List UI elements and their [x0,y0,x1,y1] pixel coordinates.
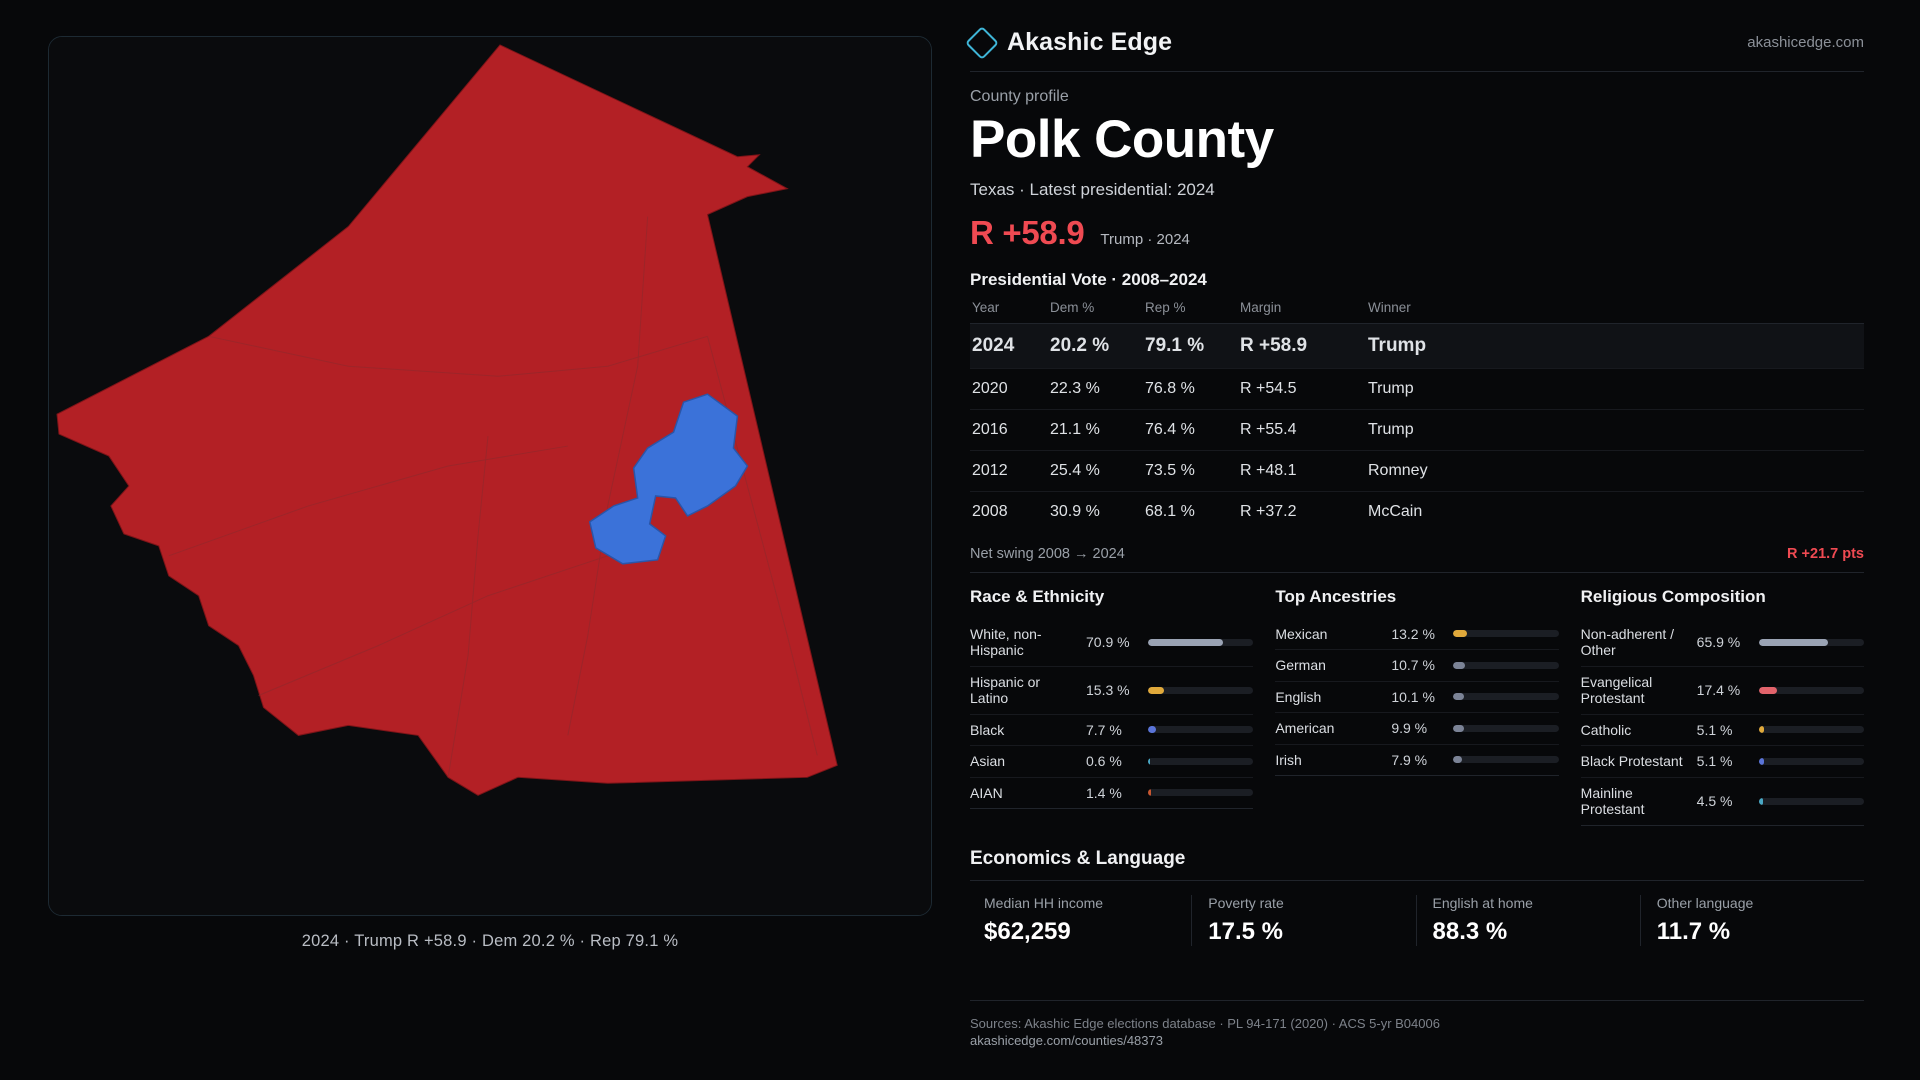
economics-cell [1192,895,1416,946]
race-label: Black [970,721,1005,738]
ancestry-value: 9.9 % [1391,720,1428,737]
col-rep: Rep % [1145,300,1240,324]
table-row [970,368,1864,409]
economics-value: 11.7 % [1656,917,1731,945]
cell-dem: 21.1 % [1050,409,1145,450]
demographics-columns [970,587,1864,826]
race-title: Race & Ethnicity [970,586,1105,606]
sources-text: Sources: Akashic Edge elections database · PL 94-171 (2020) · ACS 5-yr B04006 [970,1015,1440,1031]
economics-value: 17.5 % [1208,917,1283,945]
religion-value: 65.9 % [1696,634,1741,651]
ancestry-bar [1453,662,1558,669]
cell-year: 2016 [970,409,1050,450]
religion-value: 5.1 % [1696,721,1733,738]
col-dem: Dem % [1050,300,1145,324]
race-value: 70.9 % [1086,634,1130,651]
cell-year: 2012 [970,450,1050,491]
religion-label: Mainline Protestant [1580,784,1645,818]
ancestry-value: 13.2 % [1391,625,1435,642]
religion-bar [1759,758,1864,765]
religion-title: Religious Composition [1580,586,1766,606]
race-value: 15.3 % [1086,682,1130,699]
ancestry-label: American [1275,720,1335,737]
economics-grid [970,895,1864,946]
page-subtitle: Texas · Latest presidential: 2024 [970,179,1215,199]
cell-year: 2020 [970,368,1050,409]
economics-label: Other language [1656,894,1754,911]
ancestry-row [1275,682,1558,714]
economics-title: Economics & Language [970,848,1864,881]
race-label: Asian [970,753,1006,770]
table-row [970,491,1864,532]
religion-row [1581,715,1864,747]
ancestry-row [1275,745,1558,777]
religion-row [1581,746,1864,778]
brand-name: Akashic Edge [1007,28,1173,56]
cell-margin: R +58.9 [1240,323,1368,368]
cell-winner: McCain [1368,502,1423,520]
cell-winner: Trump [1368,368,1864,409]
religion-row [1581,667,1864,715]
economics-label: English at home [1432,894,1533,911]
county-map[interactable] [48,36,932,916]
cell-dem: 20.2 % [1050,323,1145,368]
race-row [970,667,1253,715]
table-row [970,450,1864,491]
economics-value: 88.3 % [1432,917,1508,945]
ancestry-row [1275,650,1558,682]
cell-winner: Romney [1368,450,1864,491]
page-title: Polk County [970,110,1274,169]
ancestry-bar [1453,725,1558,732]
economics-cell [970,895,1192,946]
cell-dem: 25.4 % [1050,450,1145,491]
table-header-row [970,300,1864,324]
table-row [970,323,1864,368]
race-row [970,715,1253,747]
race-ethnicity-column [970,587,1253,826]
economics-label: Poverty rate [1208,894,1284,911]
ancestry-bar [1453,693,1558,700]
col-margin: Margin [1240,300,1368,324]
race-label: Hispanic or Latino [970,673,1041,707]
ancestry-row [1275,713,1558,745]
cell-dem: 22.3 % [1050,368,1145,409]
cell-year: 2008 [972,502,1008,520]
diamond-icon [965,26,999,60]
cell-rep: 73.5 % [1145,450,1240,491]
cell-rep: 76.4 % [1145,409,1240,450]
race-bar [1148,687,1253,694]
table-row [970,409,1864,450]
race-value: 1.4 % [1086,784,1122,801]
net-swing-value: R +21.7 pts [1787,545,1864,562]
net-swing [970,546,1864,573]
headline-margin [970,214,1864,252]
page-kicker: County profile [970,88,1069,105]
race-bar [1148,758,1253,765]
cell-margin: R +48.1 [1240,450,1368,491]
cell-margin: R +54.5 [1240,368,1368,409]
cell-rep: 68.1 % [1145,502,1195,520]
ancestry-label: Mexican [1275,625,1328,642]
cell-dem: 30.9 % [1050,502,1100,520]
cell-winner: Trump [1368,409,1864,450]
race-bar [1148,639,1253,646]
brand-site: akashicedge.com [1747,34,1864,51]
ancestry-value: 7.9 % [1391,751,1428,768]
cell-year: 2024 [970,323,1050,368]
race-row [970,746,1253,778]
cell-rep: 79.1 % [1145,323,1240,368]
headline-margin-note: Trump · 2024 [1100,230,1190,248]
ancestries-title: Top Ancestries [1275,586,1397,606]
cell-margin: R +55.4 [1240,409,1368,450]
col-winner: Winner [1368,300,1864,324]
religion-value: 4.5 % [1696,793,1733,810]
race-row [970,619,1253,667]
ancestry-label: German [1275,657,1326,674]
race-row [970,778,1253,810]
race-bar [1148,789,1253,796]
profile-pane [960,0,1920,1080]
county-map-svg [49,37,931,915]
religion-bar [1759,639,1864,646]
headline-margin-value: R +58.9 [970,213,1085,251]
economics-value: $62,259 [984,917,1071,945]
ancestry-value: 10.1 % [1391,688,1435,705]
race-bar [1148,726,1253,733]
economics-label: Median HH income [984,894,1104,911]
religion-value: 17.4 % [1696,682,1741,699]
net-swing-label: Net swing 2008 → 2024 [970,545,1125,562]
religion-label: Evangelical Protestant [1580,673,1653,707]
ancestry-bar [1453,630,1558,637]
presidential-vote-table [970,300,1864,532]
col-year: Year [970,300,1050,324]
religion-label: Non-adherent / Other [1580,625,1675,659]
sources-url[interactable]: akashicedge.com/counties/48373 [970,1033,1163,1049]
vote-section-title: Presidential Vote · 2008–2024 [970,269,1207,289]
ancestry-value: 10.7 % [1391,657,1435,674]
religion-row [1581,778,1864,826]
religion-bar [1759,687,1864,694]
ancestry-row [1275,619,1558,651]
brand-left [970,28,1172,57]
religion-bar [1759,726,1864,733]
race-label: White, non-Hispanic [970,625,1042,659]
religion-column [1581,587,1864,826]
religion-value: 5.1 % [1696,753,1733,770]
cell-margin: R +37.2 [1240,502,1297,520]
religion-row [1581,619,1864,667]
race-value: 0.6 % [1086,753,1122,770]
religion-label: Catholic [1580,721,1632,738]
brand-bar [970,28,1864,72]
ancestry-bar [1453,756,1558,763]
economics-cell [1417,895,1641,946]
ancestry-label: English [1275,688,1322,705]
ancestries-column [1275,587,1558,826]
religion-bar [1759,798,1864,805]
economics-cell [1641,895,1864,946]
race-label: AIAN [970,784,1003,801]
race-value: 7.7 % [1086,721,1122,738]
map-caption: 2024 · Trump R +58.9 · Dem 20.2 % · Rep 79.1 % [301,932,679,950]
religion-label: Black Protestant [1580,753,1683,770]
ancestry-label: Irish [1275,751,1302,768]
cell-rep: 76.8 % [1145,368,1240,409]
sources-footer [970,1000,1864,1050]
cell-winner: Trump [1368,323,1864,368]
